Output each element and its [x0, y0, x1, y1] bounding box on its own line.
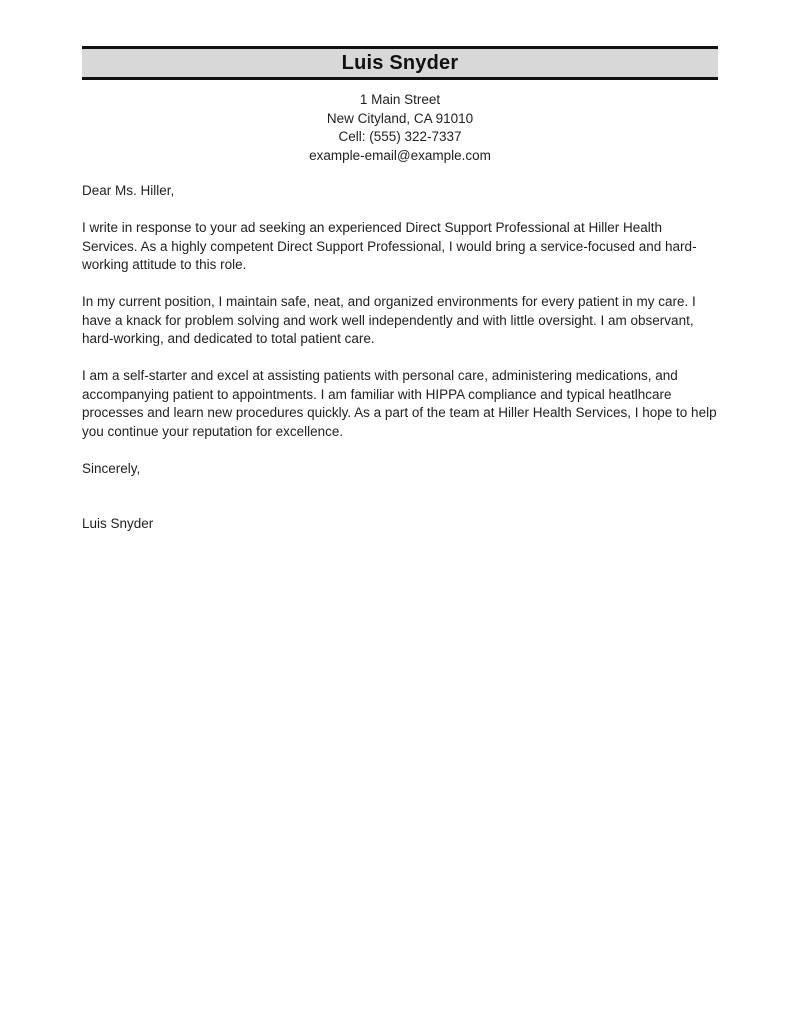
- paragraph-skills: I am a self-starter and excel at assisting patients with personal care, administering medications, and accompanying patient to appointments. I am familiar with HIPPA compliance and typical heatlhcare processes and learn new procedures quickly. As a part of the team at Hiller Health Services, I hope to help you continue your reputation for excellence.: [82, 368, 717, 439]
- paragraph-intro: I write in response to your ad seeking an experienced Direct Support Professional at Hiller Health Services. As a highly competent Direct Support Professional, I would bring a service-focused and hard-working attitude to this role.: [82, 220, 697, 272]
- paragraph-current-position: In my current position, I maintain safe, neat, and organized environments for every patient in my care. I have a knack for problem solving and work well independently and with little oversight. I am observant, hard-working, and dedicated to total patient care.: [82, 294, 696, 346]
- closing: Sincerely,: [82, 460, 141, 476]
- applicant-name: Luis Snyder: [341, 52, 459, 74]
- name-banner: [82, 46, 718, 80]
- contact-street: 1 Main Street: [359, 92, 441, 107]
- contact-phone: Cell: (555) 322-7337: [338, 129, 462, 144]
- contact-email: example-email@example.com: [309, 147, 491, 163]
- signature: Luis Snyder: [82, 516, 154, 531]
- letter-body: [82, 182, 718, 534]
- contact-block: [82, 91, 718, 165]
- salutation: Dear Ms. Hiller,: [82, 183, 175, 198]
- contact-city-state-zip: New Cityland, CA 91010: [326, 110, 474, 126]
- content-column: [82, 46, 718, 534]
